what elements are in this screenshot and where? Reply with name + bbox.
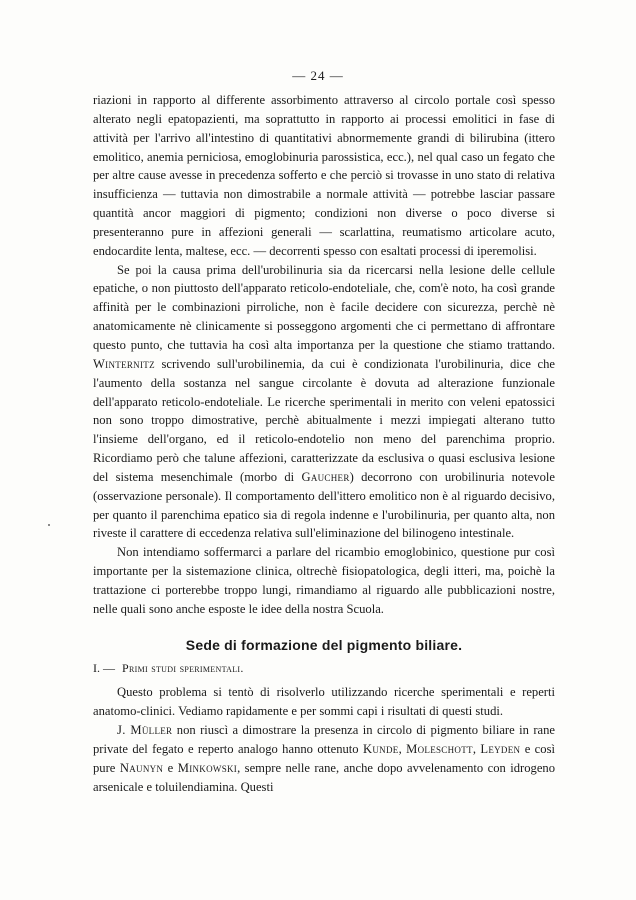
author-naunyn: Naunyn <box>119 760 164 775</box>
author-moleschott: Moleschott <box>406 742 473 756</box>
subsection-number: I. — <box>93 660 115 675</box>
author-leyden: Leyden <box>480 742 521 756</box>
paragraph-3: Non intendiamo soffermarci a parlare del ricambio emoglobinico, questione pur così importante per la sistemazione clinica, oltrechè fisiopatologica, degli itteri, ma, poichè la trattazione ci porterebbe troppo lungi, rimandiamo al riguardo alle pubblicazioni nostre, nelle quali sono anche esposte le idee della nostra Scuola. <box>93 545 555 616</box>
paragraph-2-part-a: Se poi la causa prima dell'urobilinuria sia da ricercarsi nella lesione delle cellule epatiche, o non piuttosto dell'apparato reticolo-endoteliale, che, com'è noto, ha così grande affinità per le combinazioni pirroliche, non è facile decidere con sicurezza, perchè nè anatomicamente nè clinicamente si posseggono argomenti che ci permettano di affrontare questo punto, che tuttavia ha così alta importanza per la questione che stiamo trattando. <box>93 262 555 352</box>
author-muller: J. Müller <box>117 723 173 738</box>
paragraph-5-part-c: e <box>167 760 174 775</box>
comma: , <box>472 742 476 756</box>
author-kunde: Kunde <box>362 742 399 756</box>
paragraph-4: Questo problema si tentò di risolverlo utilizzando ricerche sperimentali e reperti anatomo-clinici. Vediamo rapidamente e per sommi capi i risultati di questi studi. <box>93 685 555 719</box>
paragraph-2 <box>93 261 555 544</box>
subsection-title: Primi studi sperimentali. <box>122 660 244 675</box>
author-gaucher: Gaucher <box>301 469 350 484</box>
subsection-heading <box>93 659 555 678</box>
section-heading: Sede di formazione del pigmento biliare. <box>185 636 463 653</box>
paragraph-5-part-b: e così pure <box>93 742 555 775</box>
paragraph-5: J. Müller non riuscì a dimostrare la presenza in circolo di pigmento biliare in rane private del fegato e reperto analogo hanno ottenuto Kunde, Moleschott, Leyden e così pure Naunyn e Minkowski, sempre nelle rane, anche dopo avvelenamento con idrogeno arsenicale e toluilendiamina. Questi <box>93 723 556 794</box>
body-text <box>93 91 555 797</box>
paragraph-2-part-b: scrivendo sull'urobilinemia, da cui è condizionata l'urobilinuria, dice che l'aumento della sostanza nel sangue circolante è dovuta ad alterazione funzionale dell'apparato reticolo-endoteliale. Le ricerche sperimentali in merito con veleni epatossici non sono troppo dimostrative, perchè abitualmente i mezzi impiegati alterano tutto l'insieme dell'organo, ed il reticolo-endotelio non meno del parenchima proprio. Ricordiamo però che talune affezioni, caratterizzate da esclusiva o quasi esclusiva lesione del sistema mesenchimale (morbo di <box>93 356 555 484</box>
author-minkowski: Minkowski <box>177 760 238 775</box>
author-winternitz: Winternitz <box>93 356 155 371</box>
paragraph-2-part-c: ) decorrono con urobilinuria notevole (osservazione personale). Il comportamento dell'ittero emolitico non è al riguardo decisivo, per quanto il parenchima epatico sia di regola indenne e l'urobilinuria, per quanto alta, non riveste il carattere di eccedenza relativa sull'eliminazione del bilinogeno intestinale. <box>93 469 555 541</box>
page-number: — 24 — <box>292 68 344 83</box>
paragraph-1: riazioni in rapporto al differente assorbimento attraverso al circolo portale così spesso alterato negli epatopazienti, ma soprattutto in rapporto ai processi emolitici in fase di attività per l'arrivo all'intestino di quantitativi abnormemente grandi di bilirubina (ittero emolitico, anemia perniciosa, emoglobinuria parossistica, ecc.), nel qual caso un fegato che per altre cause avesse in precedenza sofferto e che perciò si trovasse in uno stato di relativa insufficienza — tuttavia non dimostrabile a normale attività — potrebbe lasciar passare quantità ancor maggiori di pigmento; condizioni non diverse o poco diverse si presenteranno pure in affezioni generali — scarlattina, reumatismo articolare acuto, endocardite lenta, maltese, ecc. — decorrenti spesso con esaltati processi di iperemolisi. <box>93 93 555 258</box>
paragraph-5-part-a: non riuscì a dimostrare la presenza in circolo di pigmento biliare in rane private del fegato e reperto analogo hanno ottenuto <box>93 723 555 756</box>
margin-mark <box>48 524 50 526</box>
paragraph-5-part-d: , sempre nelle rane, anche dopo avvelenamento con idrogeno arsenicale e toluilendiamina. Questi <box>93 760 556 794</box>
